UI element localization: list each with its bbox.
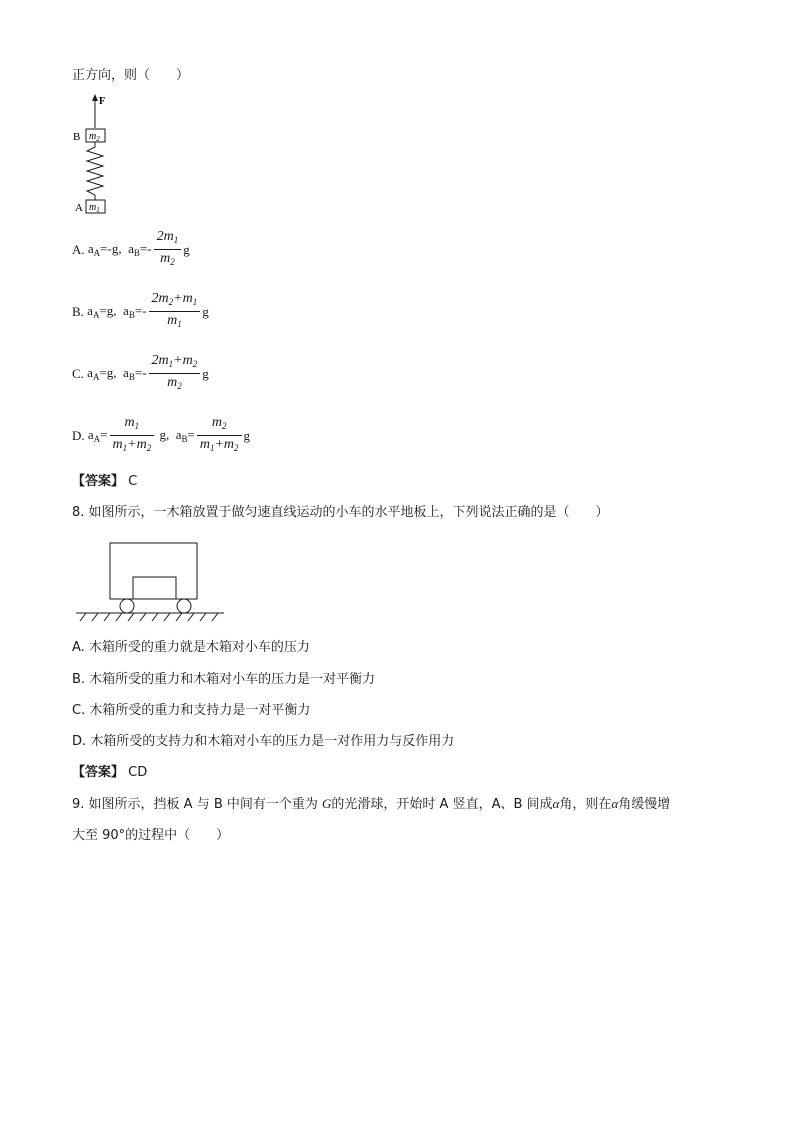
unit: g — [183, 241, 190, 257]
q7-option-d: D. $a_A=$ $\frac{m_1}{m_1+m_2}$ g, $a_B=$ $\frac{m_2}{m_1+m_2}$ g — [72, 414, 250, 457]
answer-tag: 【答案】 — [72, 765, 125, 780]
q8-stem: 8. 如图所示，一木箱放置于做匀速直线运动的小车的水平地板上，下列说法正确的是（ ） — [72, 505, 609, 520]
aB-fraction: $\frac{m_2}{m_1+m_2}$ — [197, 414, 242, 457]
aB-sign: - — [142, 365, 147, 380]
q9-stem-line1: 9. 如图所示，挡板 A 与 B 中间有一个重为 G的光滑球，开始时 A 竖直，A、B 间成α角，则在α角缓慢增 — [72, 796, 671, 812]
aB-fraction: $\frac{2m_2+m_1}{m_1}$ — [149, 290, 201, 333]
force-label: F — [99, 96, 106, 107]
aB-sign: - — [147, 241, 152, 256]
q7-answer — [72, 474, 137, 490]
block-a-mass: $m_1$ — [89, 202, 100, 214]
answer-value: C — [128, 474, 138, 489]
aB-fraction: $\frac{2m_1+m_2}{m_2}$ — [149, 352, 201, 395]
aB-sign: - — [142, 303, 147, 318]
block-b-label: B — [73, 131, 81, 143]
wheel-right — [177, 599, 191, 613]
ground-hatching — [80, 613, 218, 621]
q8-option-c: C. 木箱所受的重力和支持力是一对平衡力 — [72, 703, 311, 718]
q9-stem-line2: 大至 90°的过程中（ ） — [72, 828, 230, 843]
aA-fraction: $\frac{m_1}{m_1+m_2}$ — [110, 414, 155, 457]
option-letter: D. — [72, 427, 85, 443]
block-b-mass: $m_2$ — [89, 131, 100, 143]
spring — [87, 142, 103, 200]
q8-answer — [72, 765, 147, 781]
cart-figure — [72, 540, 232, 624]
option-letter: A. — [72, 241, 85, 257]
q7-intro-tail: 正方向，则（ ） — [72, 68, 190, 83]
option-letter: C. — [72, 365, 84, 381]
q7-option-c: C. $a_A=g$, $a_B=-$ $\frac{2m_1+m_2}{m_2}$ g — [72, 352, 209, 395]
aA-value: g — [106, 303, 114, 318]
block-a-label: A — [75, 202, 83, 214]
wooden-box — [133, 577, 176, 599]
wheel-left — [120, 599, 134, 613]
unit: g — [202, 303, 209, 319]
aA-value: g — [106, 365, 114, 380]
aA-value: -g — [107, 241, 119, 256]
spring-mass-figure — [70, 92, 120, 218]
answer-tag: 【答案】 — [72, 474, 125, 489]
answer-value: CD — [128, 765, 148, 780]
q7-option-b: B. $a_A=g$, $a_B=-$ $\frac{2m_2+m_1}{m_1}$ g — [72, 290, 209, 333]
q8-option-a: A. 木箱所受的重力就是木箱对小车的压力 — [72, 640, 310, 655]
q8-option-d: D. 木箱所受的支持力和木箱对小车的压力是一对作用力与反作用力 — [72, 734, 455, 749]
option-letter: B. — [72, 303, 84, 319]
q8-option-b: B. 木箱所受的重力和木箱对小车的压力是一对平衡力 — [72, 672, 376, 687]
q7-option-a: A. $a_A=-g$, $a_B=-$ $\frac{2m_1}{m_2}$ g — [72, 228, 190, 271]
unit: g — [243, 427, 251, 443]
aB-fraction: $\frac{2m_1}{m_2}$ — [154, 228, 182, 271]
unit: g — [202, 365, 209, 381]
